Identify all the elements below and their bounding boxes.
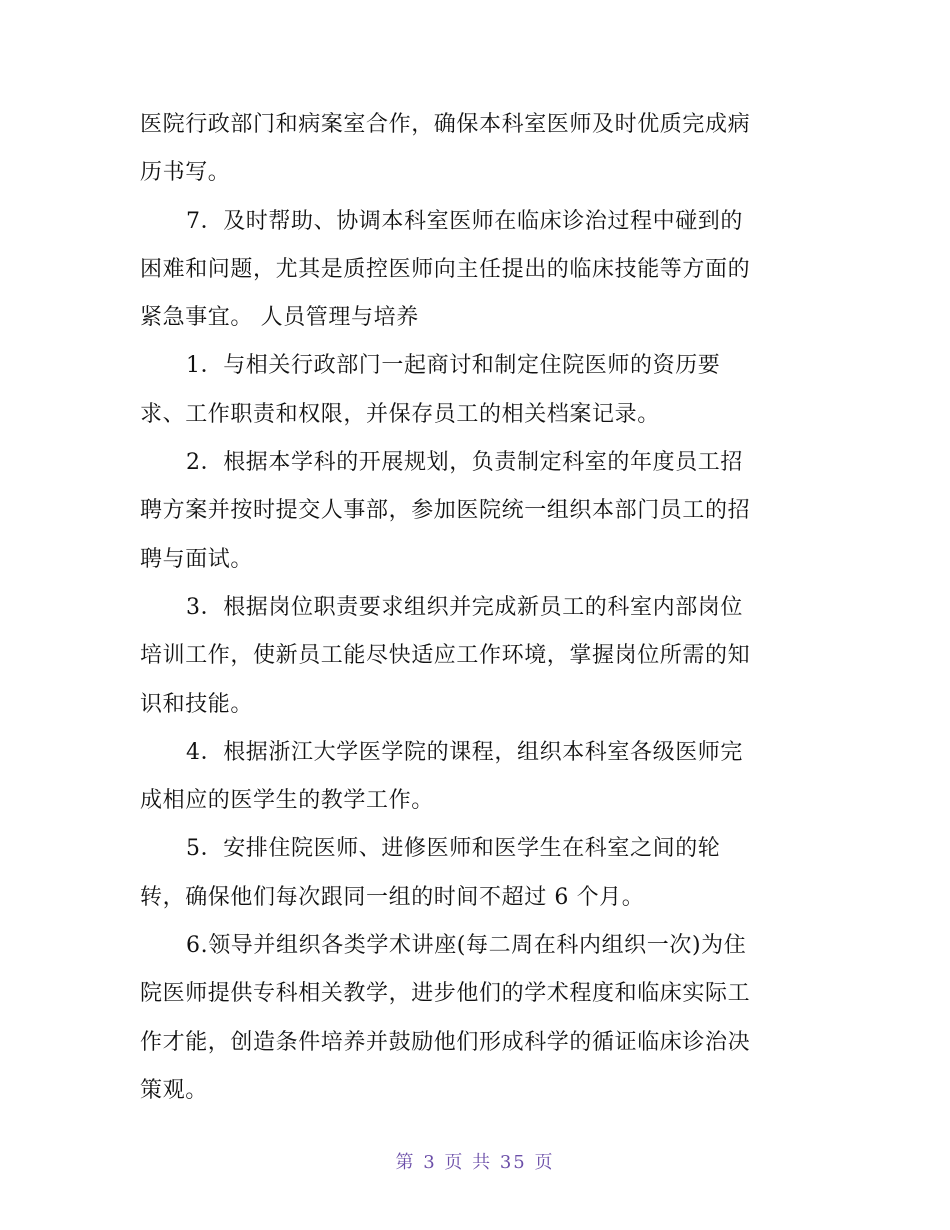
text-line: 成相应的医学生的教学工作。 [140,788,434,814]
text-line: 困难和问题，尤其是质控医师向主任提出的临床技能等方面的 [140,256,751,282]
text-line: 医院行政部门和病案室合作，确保本科室医师及时优质完成病 [140,112,751,137]
text-line: 1．与相关行政部门一起商讨和制定住院医师的资历要 [186,353,721,379]
text-line: 策观。 [140,1077,208,1103]
document-body [140,101,812,1115]
text-line: 3．根据岗位职责要求组织并完成新员工的科室内部岗位 [186,594,743,620]
text-line: 转，确保他们每次跟同一组的时间不超过 6 个月。 [140,884,645,910]
text-line: 识和技能。 [140,691,254,717]
text-line: 作才能，创造条件培养并鼓励他们形成科学的循证临床诊治决 [140,1029,751,1055]
text-line: 院医师提供专科相关教学，进步他们的学术程度和临床实际工 [140,981,751,1007]
text-line: 6.领导并组织各类学术讲座(每二周在科内组织一次)为住 [186,933,747,959]
text-line: 7．及时帮助、协调本科室医师在临床诊治过程中碰到的 [186,208,743,234]
text-line: 聘与面试。 [140,546,254,572]
text-line: 2．根据本学科的开展规划，负责制定科室的年度员工招 [186,450,743,476]
text-line: 紧急事宜。 人员管理与培养 [140,305,419,331]
text-line: 5．安排住院医师、进修医师和医学生在科室之间的轮 [186,836,721,862]
text-line: 历书写。 [140,160,231,186]
text-line: 聘方案并按时提交人事部，参加医院统一组织本部门员工的招 [140,498,751,524]
text-line: 培训工作，使新员工能尽快适应工作环境，掌握岗位所需的知 [140,643,751,669]
text-line: 求、工作职责和权限，并保存员工的相关档案记录。 [140,401,660,427]
page-number-footer: 第 3 页 共 35 页 [395,1152,555,1173]
text-line: 4．根据浙江大学医学院的课程，组织本科室各级医师完 [186,739,743,765]
